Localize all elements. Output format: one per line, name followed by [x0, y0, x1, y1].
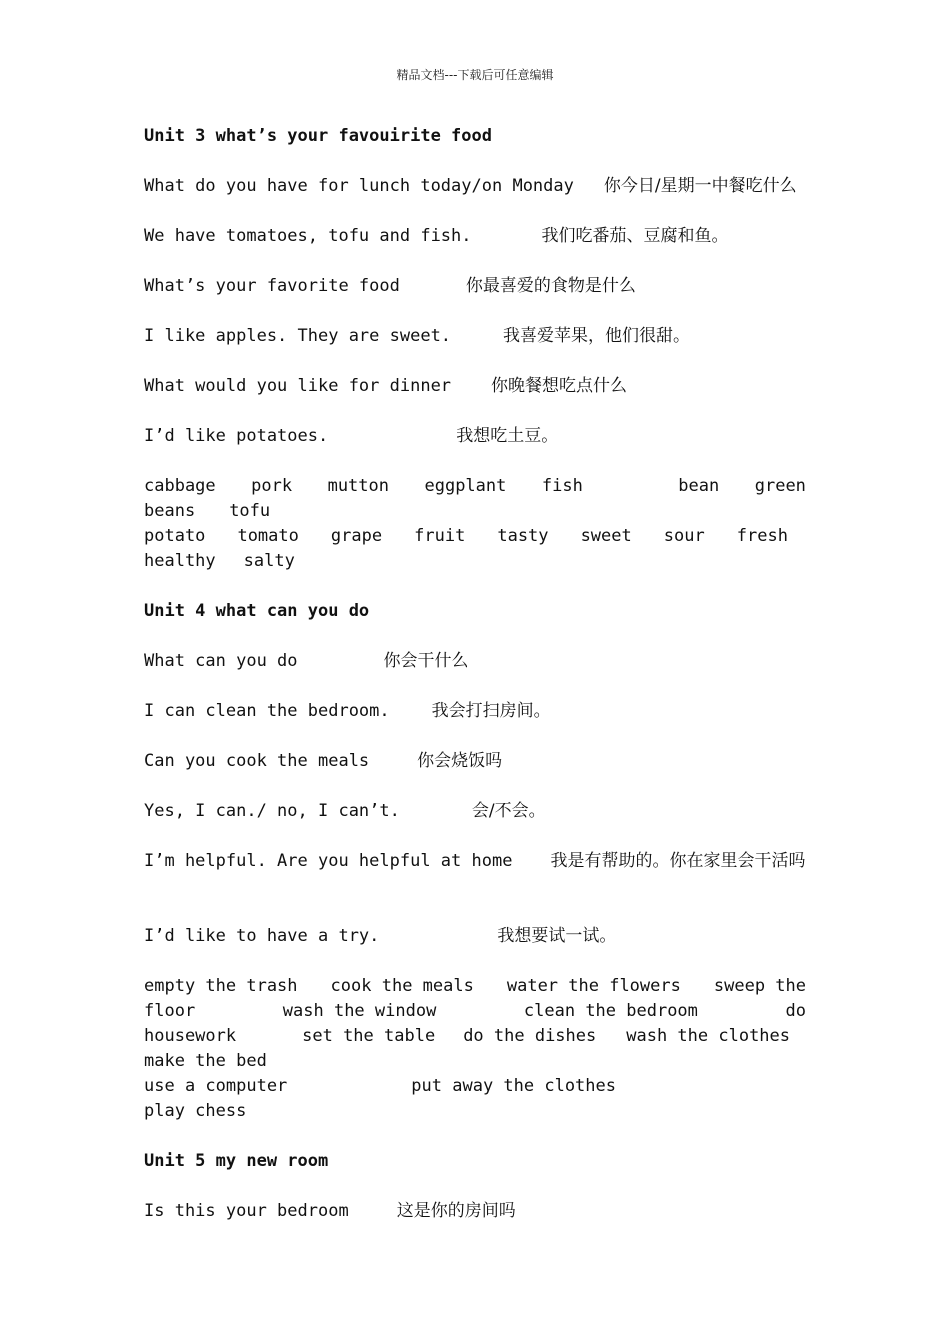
sentence-line	[144, 649, 806, 674]
sentence-zh: 会/不会。	[471, 801, 546, 821]
sentence-zh: 你最喜爱的食物是什么	[465, 276, 636, 296]
sentence-line	[144, 324, 806, 349]
phrase: wash the window	[282, 1001, 437, 1021]
sentence-line	[144, 374, 806, 399]
phrase-row	[144, 999, 806, 1024]
sentence-line	[144, 799, 806, 824]
phrase: water the flowers	[506, 976, 681, 996]
vocab-word: pork	[251, 476, 293, 496]
vocab-word: fruit	[414, 526, 466, 546]
vocab-word: sweet	[580, 526, 632, 546]
sentence-line	[144, 749, 806, 774]
phrase: set the table	[302, 1026, 436, 1046]
phrase: cook the meals	[330, 976, 474, 996]
vocab-word: beans	[144, 501, 196, 521]
vocab-word: sour	[663, 526, 705, 546]
sentence-en: I’m helpful. Are you helpful at home	[144, 851, 513, 871]
phrase: sweep the	[713, 976, 806, 996]
phrase: play chess	[144, 1101, 247, 1121]
sentence-zh: 我想要试一试。	[497, 926, 617, 946]
sentence-zh: 你今日/星期一中餐吃什么	[603, 176, 797, 196]
sentence-line	[144, 224, 806, 249]
sentence-en: I like apples. They are sweet.	[144, 326, 452, 346]
sentence-zh: 你会烧饭吗	[417, 751, 503, 771]
vocab-word: tomato	[237, 526, 299, 546]
phrase: put away the clothes	[411, 1076, 616, 1096]
vocab-block	[144, 474, 806, 574]
sentence-line	[144, 274, 806, 299]
sentence-zh: 我想吃土豆。	[456, 426, 559, 446]
sentence-line	[144, 424, 806, 449]
sentence-en: We have tomatoes, tofu and fish.	[144, 226, 472, 246]
sentence-line	[144, 1199, 806, 1224]
sentence-line	[144, 924, 806, 949]
vocab-word: bean	[678, 476, 720, 496]
sentence-zh: 我喜爱苹果，他们很甜。	[503, 326, 691, 346]
vocab-word: tasty	[497, 526, 549, 546]
sentence-zh: 你晚餐想吃点什么	[491, 376, 628, 396]
unit5-title: Unit 5 my new room	[144, 1151, 329, 1171]
document-body	[144, 124, 806, 1249]
vocab-word: potato	[144, 526, 206, 546]
vocab-word: healthy	[144, 551, 216, 571]
unit4-title: Unit 4 what can you do	[144, 601, 370, 621]
sentence-zh: 你会干什么	[383, 651, 469, 671]
sentence-line	[144, 849, 806, 899]
phrase-row	[144, 1099, 806, 1124]
vocab-row	[144, 474, 806, 499]
phrase: do the dishes	[463, 1026, 597, 1046]
sentence-en: I’d like potatoes.	[144, 426, 329, 446]
sentence-en: Yes, I can./ no, I can’t.	[144, 801, 400, 821]
phrase-row	[144, 1049, 806, 1074]
vocab-row	[144, 499, 806, 524]
vocab-word: green	[754, 476, 806, 496]
sentence-zh: 我们吃番茄、豆腐和鱼。	[541, 226, 729, 246]
vocab-word: salty	[243, 551, 295, 571]
sentence-en: What can you do	[144, 651, 298, 671]
phrase-row	[144, 974, 806, 999]
vocab-word: fresh	[736, 526, 788, 546]
phrase-row	[144, 1024, 806, 1049]
unit3-title: Unit 3 what’s your favouirite food	[144, 126, 492, 146]
vocab-word: cabbage	[144, 476, 216, 496]
phrase: do	[785, 1001, 806, 1021]
vocab-word: tofu	[229, 501, 271, 521]
sentence-en: Can you cook the meals	[144, 751, 370, 771]
phrase: clean the bedroom	[523, 1001, 698, 1021]
phrase: housework	[144, 1026, 237, 1046]
phrase: floor	[144, 1001, 196, 1021]
vocab-row	[144, 524, 806, 549]
sentence-zh: 我是有帮助的。你在家里会干活吗	[550, 851, 806, 871]
sentence-en: I’d like to have a try.	[144, 926, 380, 946]
page-header: 精品文档---下载后可任意编辑	[396, 68, 554, 82]
sentence-line	[144, 699, 806, 724]
phrase: wash the clothes	[626, 1026, 791, 1046]
phrase: use a computer	[144, 1076, 288, 1096]
vocab-word: grape	[330, 526, 383, 546]
phrase-block	[144, 974, 806, 1124]
phrase: make the bed	[144, 1051, 267, 1071]
phrase: empty the trash	[144, 976, 298, 996]
sentence-en: What do you have for lunch today/on Monday	[144, 176, 574, 196]
sentence-en: Is this your bedroom	[144, 1201, 349, 1221]
vocab-word: eggplant	[424, 476, 507, 496]
sentence-zh: 我会打扫房间。	[431, 701, 551, 721]
phrase-row	[144, 1074, 806, 1099]
sentence-en: What’s your favorite food	[144, 276, 400, 296]
sentence-line	[144, 174, 806, 199]
sentence-zh: 这是你的房间吗	[396, 1201, 516, 1221]
vocab-word: mutton	[327, 476, 389, 496]
vocab-row	[144, 549, 806, 574]
sentence-en: I can clean the bedroom.	[144, 701, 390, 721]
vocab-word: fish	[541, 476, 583, 496]
sentence-en: What would you like for dinner	[144, 376, 452, 396]
